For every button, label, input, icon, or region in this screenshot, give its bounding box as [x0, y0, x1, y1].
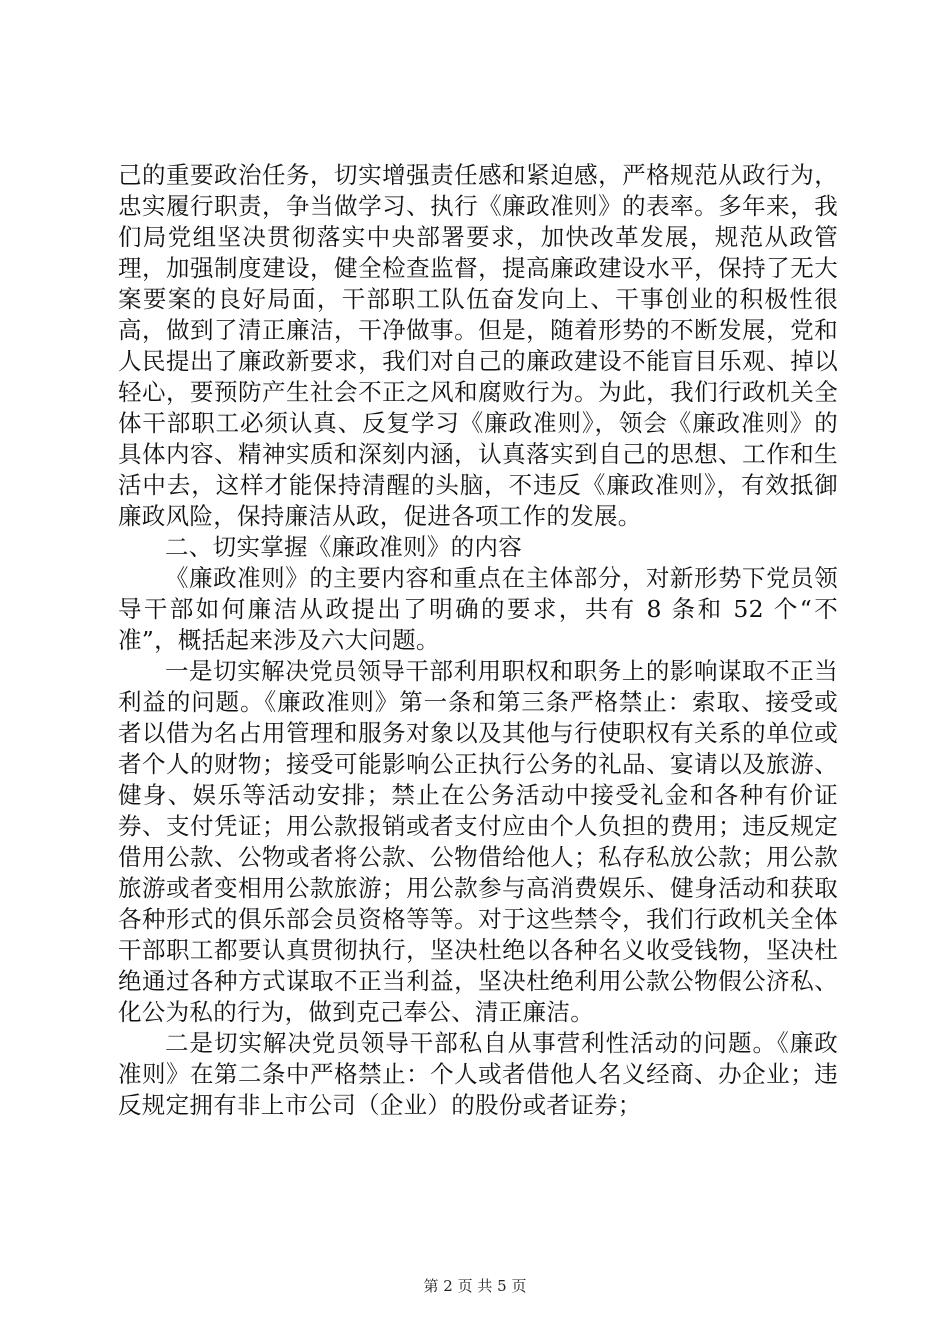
page-footer: 第 2 页 共 5 页	[423, 1277, 527, 1295]
paragraph-point-one: 一是切实解决党员领导干部利用职权和职务上的影响谋取不正当利益的问题。《廉政准则》第一条和第三条严格禁止：索取、接受或者以借为名占用管理和服务对象以及其他与行使职权有关系的单位或者个人的财物；接受可能影响公正执行公务的礼品、宴请以及旅游、健身、娱乐等活动安排；禁止在公务活动中接受礼金和各种有价证券、支付凭证；用公款报销或者支付应由个人负担的费用；违反规定借用公款、公物或者将公款、公物借给他人；私存私放公款；用公款旅游或者变相用公款旅游；用公款参与高消费娱乐、健身活动和获取各种形式的俱乐部会员资格等等。对于这些禁令，我们行政机关全体干部职工都要认真贯彻执行，坚决杜绝以各种名义收受钱物，坚决杜绝通过各种方式谋取不正当利益，坚决杜绝利用公款公物假公济私、化公为私的行为，做到克己奉公、清正廉洁。	[118, 657, 838, 1026]
paragraph-overview: 《廉政准则》的主要内容和重点在主体部分，对新形势下党员领导干部如何廉洁从政提出了明确的要求，共有 8 条和 52 个“不准”，概括起来涉及六大问题。	[118, 564, 838, 654]
section-heading: 二、切实掌握《廉政准则》的内容	[165, 533, 522, 561]
document-body	[118, 160, 838, 1121]
paragraph-continuation: 己的重要政治任务，切实增强责任感和紧迫感，严格规范从政行为，忠实履行职责，争当做学习、执行《廉政准则》的表率。多年来，我们局党组坚决贯彻落实中央部署要求，加快改革发展，规范从政管理，加强制度建设，健全检查监督，提高廉政建设水平，保持了无大案要案的良好局面，干部职工队伍奋发向上、干事创业的积极性很高，做到了清正廉洁，干净做事。但是，随着形势的不断发展，党和人民提出了廉政新要求，我们对自己的廉政建设不能盲目乐观、掉以轻心，要预防产生社会不正之风和腐败行为。为此，我们行政机关全体干部职工必须认真、反复学习《廉政准则》，领会《廉政准则》的具体内容、精神实质和深刻内涵，认真落实到自己的思想、工作和生活中去，这样才能保持清醒的头脑，不违反《廉政准则》，有效抵御廉政风险，保持廉洁从政，促进各项工作的发展。	[118, 161, 838, 530]
paragraph-point-two: 二是切实解决党员领导干部私自从事营利性活动的问题。《廉政准则》在第二条中严格禁止：个人或者借他人名义经商、办企业；违反规定拥有非上市公司（企业）的股份或者证券；	[118, 1029, 838, 1119]
